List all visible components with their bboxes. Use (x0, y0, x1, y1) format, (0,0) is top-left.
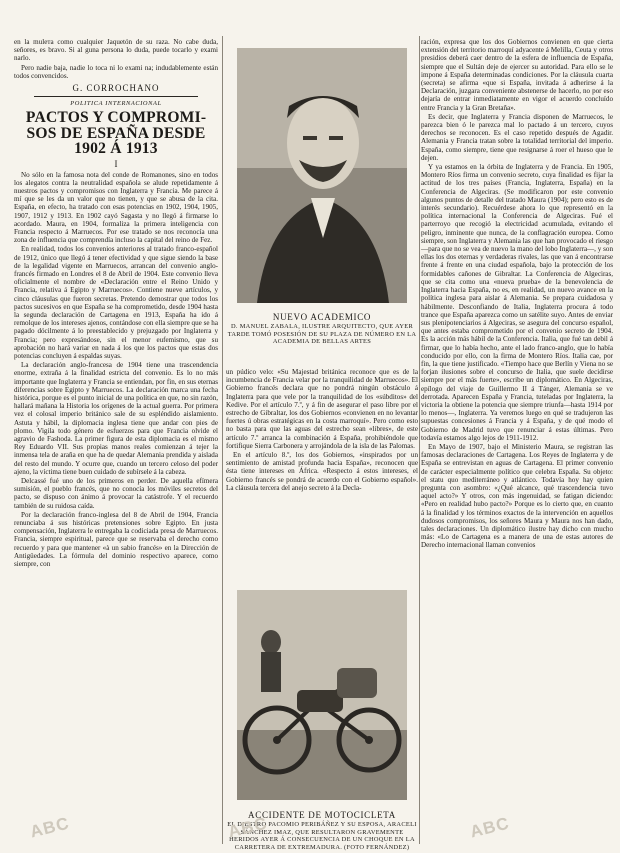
left-column (14, 38, 218, 843)
photo-caption-text: D. MANUEL ZABALA, ILUSTRE ARQUITECTO, QUE AYER TARDE TOMÓ POSESIÓN DE SU PLAZA DE NÚMERO EN LA ACADEMIA DE BELLAS ARTES (227, 323, 417, 346)
article-paragraph: Y ya estamos en la órbita de Inglaterra y de Francia. En 1905, Montero Ríos firma un convenio secreto, cuya finalidad es fijar la actitud de los tres países (Francia, Inglaterra, España) en la Conferencia de Algeciras. (Se modificaron por este convenio algunos puntos de detalle del tratado Maura (1904); pero esto es de interés secundario). Recuérdese ahora lo que representó en la política internacional la Conferencia de Algeciras. Fué el parterroyo que recogió la electricidad acumulada, evitando el peligro, inminente que nunca, de la conflagración europea. Como siempre, son Inglaterra y Alemania las que han provocado el riesgo—para que no se vea de nuevo la mano del lobo Inglaterra—, y son ellas los dos eternas y verdaderas rivales, las que van á encontrarse frente á frente en una ciudad española, bajo la protección de los formidables cañones de Gibraltar. La Conferencia de Algeciras, que se cita como una «nueva prueba» de la benevolencia de Inglaterra hacia España, no es, en realidad, un nuevo avance en la política inglesa para aislar á Alemania. Se prepara cuidadosa y hábilmente. Desconfiando de Italia, Inglaterra procura á todo trance que España aparezca como un satélite suyo. Antes de enviar sus plenipotenciarios á Algeciras, se asegura del concurso español, que antes estaba comprometido por el convenio secreto de 1904. Es la acción más hábil de la Conferencia. Italia, que fué tan debil á firmar, que lo había hecho, ante el lado franco-anglo, que lo había conducido por ello, con la firma de Montero Ríos. Italia cae, por fin, la que tiene justificado. «Tiempo hace que Berlín y Viena no se forjan ilusiones sobre el concurso de Italia, que suele decidirse siempre por el más fuerte», escribe un diplomático. En Algeciras, epílogo del viaje de Guillermo II á Tánger, Alemania se ve derrotada. Aparecen España y Francia, tuteladas por Inglaterra, la victoria la obtiene la potencia que siempre triunfa—hasta 1914 por lo menos—, Inglaterra. Ya veremos luego en qué se tradujeron las supuestas concesiones á Francia y á España, y de qué modo el Gobierno de Madrid tuvo que renunciar á estas últimas. Pero todavía estamos algo lejos de 1911-1912. (421, 163, 613, 442)
photo-caption-text: EL DIESTRO PACOMIO PERIBÁÑEZ Y SU ESPOSA, ARACELI SÁNCHEZ IMAZ, QUE RESULTARON GRAVEMENTE HERIDOS AYER Á CONSECUENCIA DE UN CHOQUE EN LA CARRETERA DE EXTREMADURA. (FOTO FERNÁNDEZ) (227, 821, 417, 851)
intro-paragraph: en la mulета como cualquier Jaquetón de su raza. No cabe duda, señores, es bravo. Si al guna persona lo duda, puede tocarlo y exami narlo. (14, 38, 218, 63)
section-divider (34, 96, 198, 97)
article-paragraph: En realidad, todos los convenios anteriores al tratado franco-español de 1912, único que llegó á tener efectividad y que sigue siendo la base de la legalidad vigente en Marruecos, arrancan del convenio anglo-francés firmado en Londres el 8 de Abril de 1904. Este convenio lleva oficialmente el nombre de «Declaración entre el Reino Unido y Francia, relativa á Egipto y Marruecos». Contiene nueve artículos, y cinco cláusulas que fueron secretas. Pretendo demostrar que todos los pactos sucesivos en que España se ha comprometido, desde 1904 hasta la segunda declaración de Cartagena en 1913, España ha ido á remolque de los intereses ajenos, contándose con ella siempre que se ha pagado dócilmente á lo preestablecido y prejuzgado por Inglaterra y Francia; pero expresándose, sin el menor eufemismo, que su aprobación no hará variar en nada á los que los pactos que estas dos potencias concluyen á espaldas suyas. (14, 245, 218, 360)
photo-caption-title: ACCIDENTE DE MOTOCICLETA (248, 810, 396, 820)
abc-watermark: ABC (226, 813, 270, 842)
middle-column (226, 38, 418, 851)
article-paragraph: ración, expresa que los dos Gobiernos convienen en que cierta extensión del territorio marroquí adyacente á Melilla, Ceuta y otros presidios deberá caer dentro de la esfera de influencia de España, siempre que el Sultán deje de ejercer su autoridad. Para ello se le impone á España determinadas condiciones. Por la cláusula cuarta (secreta) se afirma «que si España, invitada á adherirse á la Declaración, juzgara conveniente abstenerse de hacerlo, no por eso dejaría de entrar inmediatamente en vigor el acuerdo concluído entre Francia y la Gran Bretaña». (421, 38, 613, 112)
article-paragraph: Es decir, que Inglaterra y Francia disponen de Marruecos, le parezca bien ó le parezca mal lo pactado á un tercero, cuyos derechos se reconocen. Es el caso repetido después de Agadir. Alemania y Francia tratan sobre la totalidad territorial del imperio. España, como siempre, tiene que resignarse á roer el hueso que le dejen. (421, 112, 613, 162)
chapter-number: I (114, 158, 118, 169)
motorcycle-photo (237, 590, 407, 800)
article-paragraph: un púdico velo: «Su Majestad británica reconoce que es de la incumbencia de Francia velar por la tranquilidad de Marruecos». El Gobierno francés declara que no pondrá ningún obstáculo á Inglaterra para que vele por la tranquilidad de los «súbditos» del Kedive. Por el artículo 7.º, y á fin de asegurar el paso libre por el estrecho de Gibraltar, los dos Gobiernos «convienen en no levantar fuertes ú obras estratégicas en la costa marroquí». Pero como esto no basta para que las aguas del estrecho sean «libres», de este artículo 7.º arranca la combinación á España, prohibiéndole que fortifique Sierra Carbonera y arrojándola de la isla de las Palomas. (226, 368, 418, 450)
section-label: POLITICA INTERNACIONAL (70, 100, 162, 108)
article-paragraph: En Mayo de 1907, bajo el Ministerio Maura, se registran las famosas declaraciones de Cartagena. Los Reyes de Inglaterra y de España se entrevistan en aguas de Cartagena. El primer convenio de carácter especialmente político que celebra España. Su objeto: el statu quo mediterráneo y atlántico. Todavía hoy hay quien pregunta con asombro: «¿Qué alcance, qué trascendencia tuvo aquel acto?» Y otros, con más ingenuidad, se fatigan diciendo: «Pero en realidad hubo pacto?» Porque es lo cierto que, en cuanto á la finalidad y los términos exactos de la intervención en aquellos dudosos compromisos, los señores Maura y Maura nos han dado, tales declaraciones. Un diplomático ilustre hay dicho con mucho más: «Lo de Cartagena es a manera de una de estas autores de Derecho internacional llaman convenios (421, 442, 613, 550)
portrait-illustration (237, 48, 407, 303)
article-paragraph: No sólo en la famosa nota del conde de Romanones, sino en todos los alegatos contra la neutralidad española se alude repetidamente á nuestros pactos y compromisos con Inglaterra y Francia. Me parece á mí que se les da un valor que no tienen, y que se abusa de la cita. España, en efecto, ha tratado con esas potencias en 1902, 1904, 1905, 1907, 1912 y 1913. En 1902 cayó Sagasta y no llegó á firmarse lo acordado. Maura, en 1904, formaliza la primera inteligencia con Francia respecto á Marruecos. Por ese tratado se nos reconocía una zona de influencia que comprendía incluso la capital del reino de Fez. (14, 170, 218, 245)
article-headline: PACTOS Y COMPROMISOS DE ESPAÑA DESDE 1902 Á 1913 (25, 109, 207, 158)
column-divider (419, 36, 420, 844)
portrait-photo (237, 48, 407, 303)
abc-watermark: ABC (28, 813, 72, 842)
photo-caption-title: NUEVO ACADEMICO (272, 312, 372, 322)
intro-paragraph: Pero nadie baja, nadie lo toca ni lo exami na; indudablemente están todos convencidos. (14, 63, 218, 80)
article-paragraph: Delcassé fué uno de los primeros en perder. De aquella efímera sumisión, el pueblo francés, que no conocía los móviles secretos del pacto, se dispuso con ánimo á provocar la catástrofe. Y el recuerdo también de su ruidosa caída. (14, 477, 218, 510)
article-paragraph: En el artículo 8.º, los dos Gobiernos, «inspirados por un sentimiento de amistad profunda hacia España», reconocen que ésta tiene intereses en África. «Respecto á estos intereses, el Gobierno francés se pondrá de acuerdo con el Gobierno español». La cláusula tercera del anejo secreto á la Decla- (226, 451, 418, 492)
author-signature: G. CORROCHANO (72, 83, 160, 94)
right-column (421, 38, 613, 843)
abc-watermark: ABC (468, 813, 512, 842)
article-paragraph: Por la declaración franco-inglesa del 8 de Abril de 1904, Francia renunciaba á sus históricas pretensiones sobre Egipto. En justa compensación, Inglaterra le entregaba la codiciada presa de Marruecos. Francia, siempre espiritual, parece que se reservaba el derecho como recuerdo y para que mantener «à un sabio francés» en la Dirección de Antigüedades. La fórmula del dominio respectivo aparece, como siempre, con (14, 510, 218, 569)
article-paragraph: La declaración anglo-francesa de 1904 tiene una trascendencia enorme, extraña á la finalidad estricta del convenio. Es lo no más importante que Inglaterra y Francia se entiendan, por fin, en sus eternas diferencias sobre Egipto y Marruecos. La declaración marca una fecha histórica, porque es el punto inicial de una política en que, no sin razón, hallará mañana la Historia los orígenes de la actual guerra. Por primera vez el colosal imperio británico sale de su espléndido aislamiento. Astuta y hábil, la diplomacia inglesa tiene que andar con pies de plomo. Vigila todo género de esfuerzos para que Francia olvide el agravio de Fashoda. La primer figura de esta diplomacia es el mismo Rey Eduardo VII. Sus propias manos reales comienzan á tejer la inmensa tela de araña en que ha de quedar Alemania prendida y aislada del resto del mundo. Y ocurre que, cuando un tercero celoso del poder ajeno, la víctima tiene buen cuidado de subírsele á la cabeza. (14, 361, 218, 476)
column-divider (222, 36, 223, 844)
motorcycle-illustration (237, 590, 407, 800)
